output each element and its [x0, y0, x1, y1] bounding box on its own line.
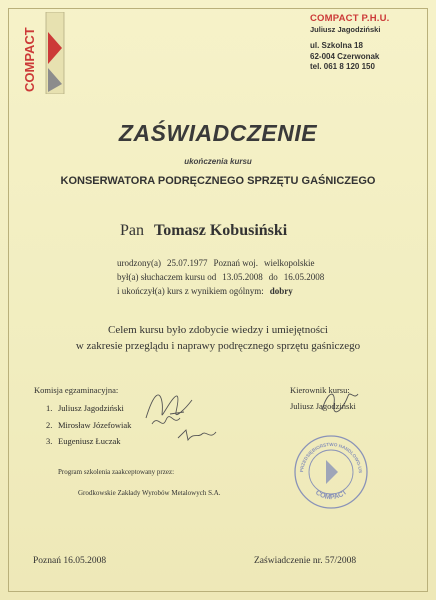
- member-name: Eugeniusz Łuczak: [58, 436, 121, 446]
- logo-wordmark-text: COMPACT: [22, 27, 37, 92]
- member-name: Juliusz Jagodziński: [58, 403, 124, 413]
- member-1: [46, 400, 131, 417]
- commission-header: Komisja egzaminacyjna:: [34, 385, 119, 395]
- born-date: 25.07.1977: [166, 258, 208, 268]
- compact-logo: [18, 12, 70, 94]
- manager-block: [290, 382, 356, 414]
- logo-wordmark: [18, 12, 40, 94]
- person-line: [120, 222, 287, 240]
- purpose-line-1: Celem kursu było zdobycie wiedzy i umiejętności: [108, 324, 328, 336]
- manager-header: Kierownik kursu:: [290, 385, 350, 395]
- member-2: [46, 417, 131, 434]
- member-3: [46, 433, 131, 450]
- certificate-subtitle: ukończenia kursu: [184, 157, 252, 166]
- svg-text:COMPACT: [314, 488, 349, 501]
- born-label: urodzony(a): [117, 258, 161, 268]
- result-value: dobry: [269, 286, 293, 296]
- stamp-text-top: PRZEDSIĘBIORSTWO HANDLOWO-US: [299, 441, 364, 474]
- attended-label: był(a) słuchaczem kursu od: [117, 272, 217, 282]
- born-place-label: Poznań woj.: [213, 258, 258, 268]
- member-number: 2.: [46, 419, 53, 430]
- company-name: COMPACT P.H.U.: [310, 13, 390, 24]
- course-name: KONSERWATORA PODRĘCZNEGO SPRZĘTU GAŚNICZEGO: [60, 175, 376, 187]
- date-to: 16.05.2008: [283, 272, 325, 282]
- date-from: 13.05.2008: [222, 272, 263, 282]
- stamp-text-bottom: COMPACT: [314, 488, 349, 502]
- place-date: Poznań 16.05.2008: [33, 556, 107, 566]
- program-line-2: Grodkowskie Zakłady Wyrobów Metalowych S.A.: [78, 489, 221, 497]
- salutation: Pan: [120, 222, 144, 239]
- birth-line: [117, 256, 324, 270]
- result-line: [117, 284, 324, 298]
- result-label: i ukończył(a) kurs z wynikiem ogólnym:: [117, 286, 264, 296]
- certificate-number: Zaświadczenie nr. 57/2008: [254, 556, 357, 566]
- program-line-1: Program szkolenia zaakceptowany przez:: [58, 468, 175, 476]
- member-name: Mirosław Józefowiak: [58, 419, 132, 430]
- company-info: [310, 14, 390, 73]
- company-street: ul. Szkolna 18: [310, 41, 363, 50]
- person-details: [117, 256, 324, 298]
- manager-name: Juliusz Jagodziński: [290, 401, 356, 411]
- company-city: 62-004 Czerwonak: [310, 51, 380, 61]
- person-name: Tomasz Kobusiński: [154, 222, 288, 239]
- to-label: do: [268, 272, 278, 282]
- course-purpose: [0, 322, 436, 354]
- logo-mark-icon: [44, 12, 66, 94]
- born-region: wielkopolskie: [263, 258, 315, 268]
- company-phone: tel. 061 8 120 150: [310, 62, 375, 71]
- member-number: 3.: [46, 436, 53, 446]
- purpose-line-2: w zakresie przeglądu i naprawy podręcznego sprzętu gaśniczego: [75, 340, 361, 352]
- company-stamp: [292, 432, 370, 510]
- commission-members: [46, 400, 131, 450]
- attendance-line: [117, 270, 324, 284]
- signature-3: [176, 426, 220, 444]
- member-number: 1.: [46, 403, 53, 413]
- certificate-title: ZAŚWIADCZENIE: [118, 120, 318, 146]
- company-owner: Juliusz Jagodziński: [310, 24, 381, 34]
